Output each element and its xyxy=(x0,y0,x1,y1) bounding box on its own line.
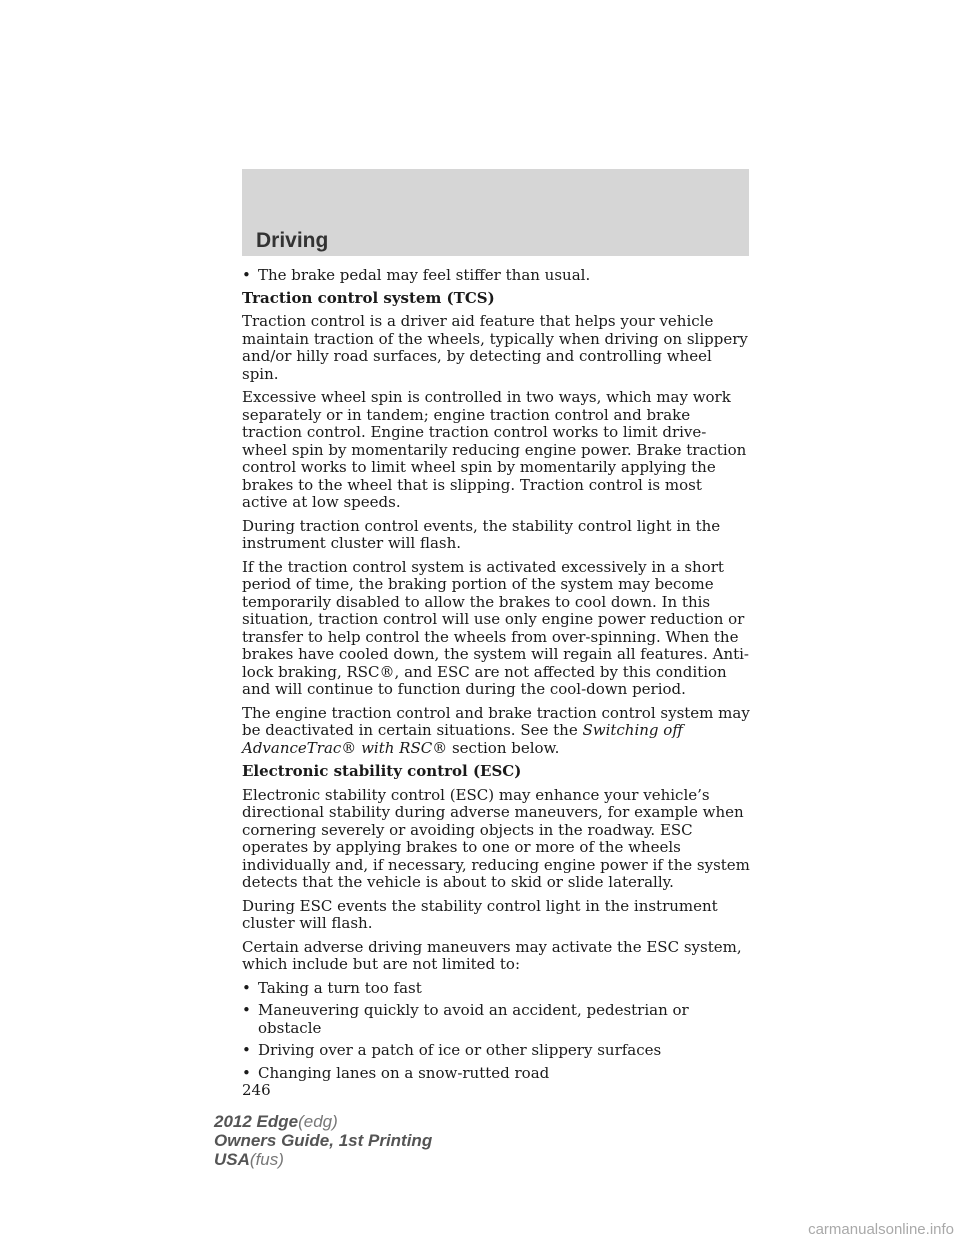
esc-bullet-item xyxy=(242,1042,750,1060)
esc-bullet-item xyxy=(242,1065,750,1083)
esc-paragraph-3: Certain adverse driving maneuvers may activate the ESC system, which include but are not limited to: xyxy=(242,937,742,973)
tcs-heading: Traction control system (TCS) xyxy=(242,288,495,307)
tcs-paragraph-1: Traction control is a driver aid feature that helps your vehicle maintain traction of the wheels, typically when driving on slippery and/or hilly road surfaces, by detecting and controlling wheel spin. xyxy=(242,312,748,383)
footer-market-code: (fus) xyxy=(249,1150,284,1169)
footer-line-2 xyxy=(214,1131,432,1150)
bullet-icon: • xyxy=(242,978,251,997)
bullet-text: The brake pedal may feel stiffer than usual. xyxy=(258,266,591,284)
bullet-icon: • xyxy=(242,266,251,284)
esc-bullet-item xyxy=(242,980,750,998)
tcs-p5-text-end: section below. xyxy=(447,738,560,757)
esc-paragraph-1: Electronic stability control (ESC) may enhance your vehicle’s directional stability during adverse maneuvers, for example when cornering severely or avoiding objects in the roadway. ESC operates by applying brakes to one or more of the wheels individually and, if necessary, reducing engine power if the system detects that the vehicle is about to skid or slide laterally. xyxy=(242,785,750,891)
page-content xyxy=(242,267,750,1100)
bullet-icon: • xyxy=(242,1063,251,1082)
tcs-paragraph-2: Excessive wheel spin is controlled in two ways, which may work separately or in tandem; engine traction control and brake traction control. Engine traction control works to limit drive-wheel spin by momentarily reducing engine power. Brake traction control works to limit wheel spin by momentarily applying the brakes to the wheel that is slipping. Traction control is most active at low speeds. xyxy=(242,388,747,511)
footer-model: 2012 Edge xyxy=(214,1112,299,1131)
page-number: 246 xyxy=(242,1081,271,1099)
footer-line-3 xyxy=(214,1150,432,1169)
footer-market: USA xyxy=(214,1150,250,1169)
esc-heading: Electronic stability control (ESC) xyxy=(242,762,522,780)
tcs-p5-text: The engine traction control and brake traction control system may be deactivated in certain situations. See the xyxy=(242,703,750,739)
cross-reference-link: Switching off AdvanceTrac® with RSC® xyxy=(242,721,683,757)
watermark: carmanualsonline.info xyxy=(808,1221,954,1238)
esc-paragraph-2: During ESC events the stability control light in the instrument cluster will flash. xyxy=(242,896,718,932)
bullet-icon: • xyxy=(242,1001,251,1019)
bullet-item xyxy=(242,267,750,285)
bullet-text: Driving over a patch of ice or other slippery surfaces xyxy=(258,1041,662,1059)
print-footer xyxy=(214,1112,432,1169)
tcs-paragraph-5 xyxy=(242,705,750,758)
bullet-text: Changing lanes on a snow-rutted road xyxy=(258,1063,550,1082)
tcs-paragraph-4: If the traction control system is activated excessively in a short period of time, the braking portion of the system may become temporarily disabled to allow the brakes to cool down. In this situation, traction control will use only engine power reduction or transfer to help control the wheels from over-spinning. When the brakes have cooled down, the system will regain all features. Anti-lock braking, RSC®, and ESC are not affected by this condition and will continue to function during the cool-down period. xyxy=(242,557,749,698)
footer-line-1 xyxy=(214,1112,432,1131)
tcs-paragraph-3: During traction control events, the stability control light in the instrument cluster will flash. xyxy=(242,516,721,552)
esc-bullet-item xyxy=(242,1002,750,1037)
footer-edition: Owners Guide, 1st Printing xyxy=(214,1131,433,1150)
bullet-text: Maneuvering quickly to avoid an accident, pedestrian or obstacle xyxy=(258,1001,689,1037)
section-title: Driving xyxy=(256,229,329,252)
bullet-text: Taking a turn too fast xyxy=(258,978,422,997)
bullet-icon: • xyxy=(242,1041,251,1059)
footer-model-code: (edg) xyxy=(298,1112,338,1131)
